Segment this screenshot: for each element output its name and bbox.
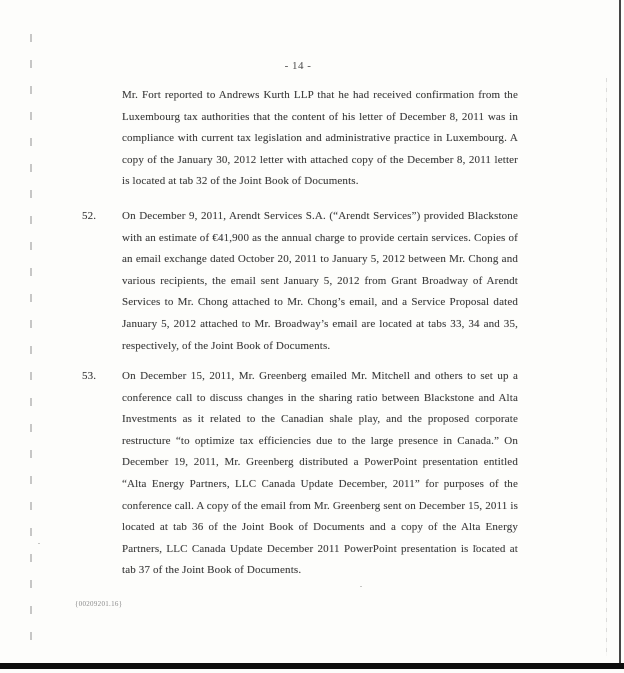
left-binder-scan-marks [30, 34, 32, 648]
right-page-edge-line [619, 0, 621, 664]
page-number: - 14 - [284, 60, 312, 72]
paragraph-52 [82, 206, 518, 357]
right-faint-scan-line [606, 78, 607, 656]
paragraph-text: On December 15, 2011, Mr. Greenberg emailed Mr. Mitchell and others to set up a conference call to discuss changes in the sharing ratio between Blackstone and Alta Investments as it related to the Canadian shale play, and the proposed corporate restructure “to optimize tax efficiencies due to the large presence in Canada.” On December 19, 2011, Mr. Greenberg distributed a PowerPoint presentation entitled “Alta Energy Partners, LLC Canada Update December, 2011” for purposes of the conference call. A copy of the email from Mr. Greenberg sent on December 15, 2011 is located at tab 36 of the Joint Book of Documents and a copy of the Alta Energy Partners, LLC Canada Update December 2011 PowerPoint presentation is located at tab 37 of the Joint Book of Documents. [122, 370, 518, 577]
bottom-scan-bar [0, 663, 624, 669]
paragraph-number: 52. [82, 210, 97, 222]
document-id-footer: {00209201.16} [75, 600, 123, 608]
paragraph-continuation [82, 85, 518, 193]
paragraph-53 [82, 366, 518, 582]
paragraph-text: On December 9, 2011, Arendt Services S.A. (“Arendt Services”) provided Blackstone with an estimate of €41,900 as the annual charge to provide certain services. Copies of an email exchange dated October 20, 2011 to January 5, 2012 between Mr. Chong and various recipients, the email sent January 5, 2012 from Grant Broadway of Arendt Services to Mr. Chong attached to Mr. Chong’s email, and a Service Proposal dated January 5, 2012 attached to Mr. Broadway’s email are located at tabs 33, 34 and 35, respectively, of the Joint Book of Documents. [122, 210, 518, 352]
scan-speck [360, 586, 362, 587]
paragraph-number: 53. [82, 370, 97, 382]
paragraph-text: Mr. Fort reported to Andrews Kurth LLP that he had received confirmation from the Luxembourg tax authorities that the content of his letter of December 8, 2011 was in compliance with current tax legislation and administrative practice in Luxembourg. A copy of the January 30, 2012 letter with attached copy of the December 8, 2011 letter is located at tab 32 of the Joint Book of Documents. [122, 89, 518, 188]
scan-speck [38, 543, 40, 544]
